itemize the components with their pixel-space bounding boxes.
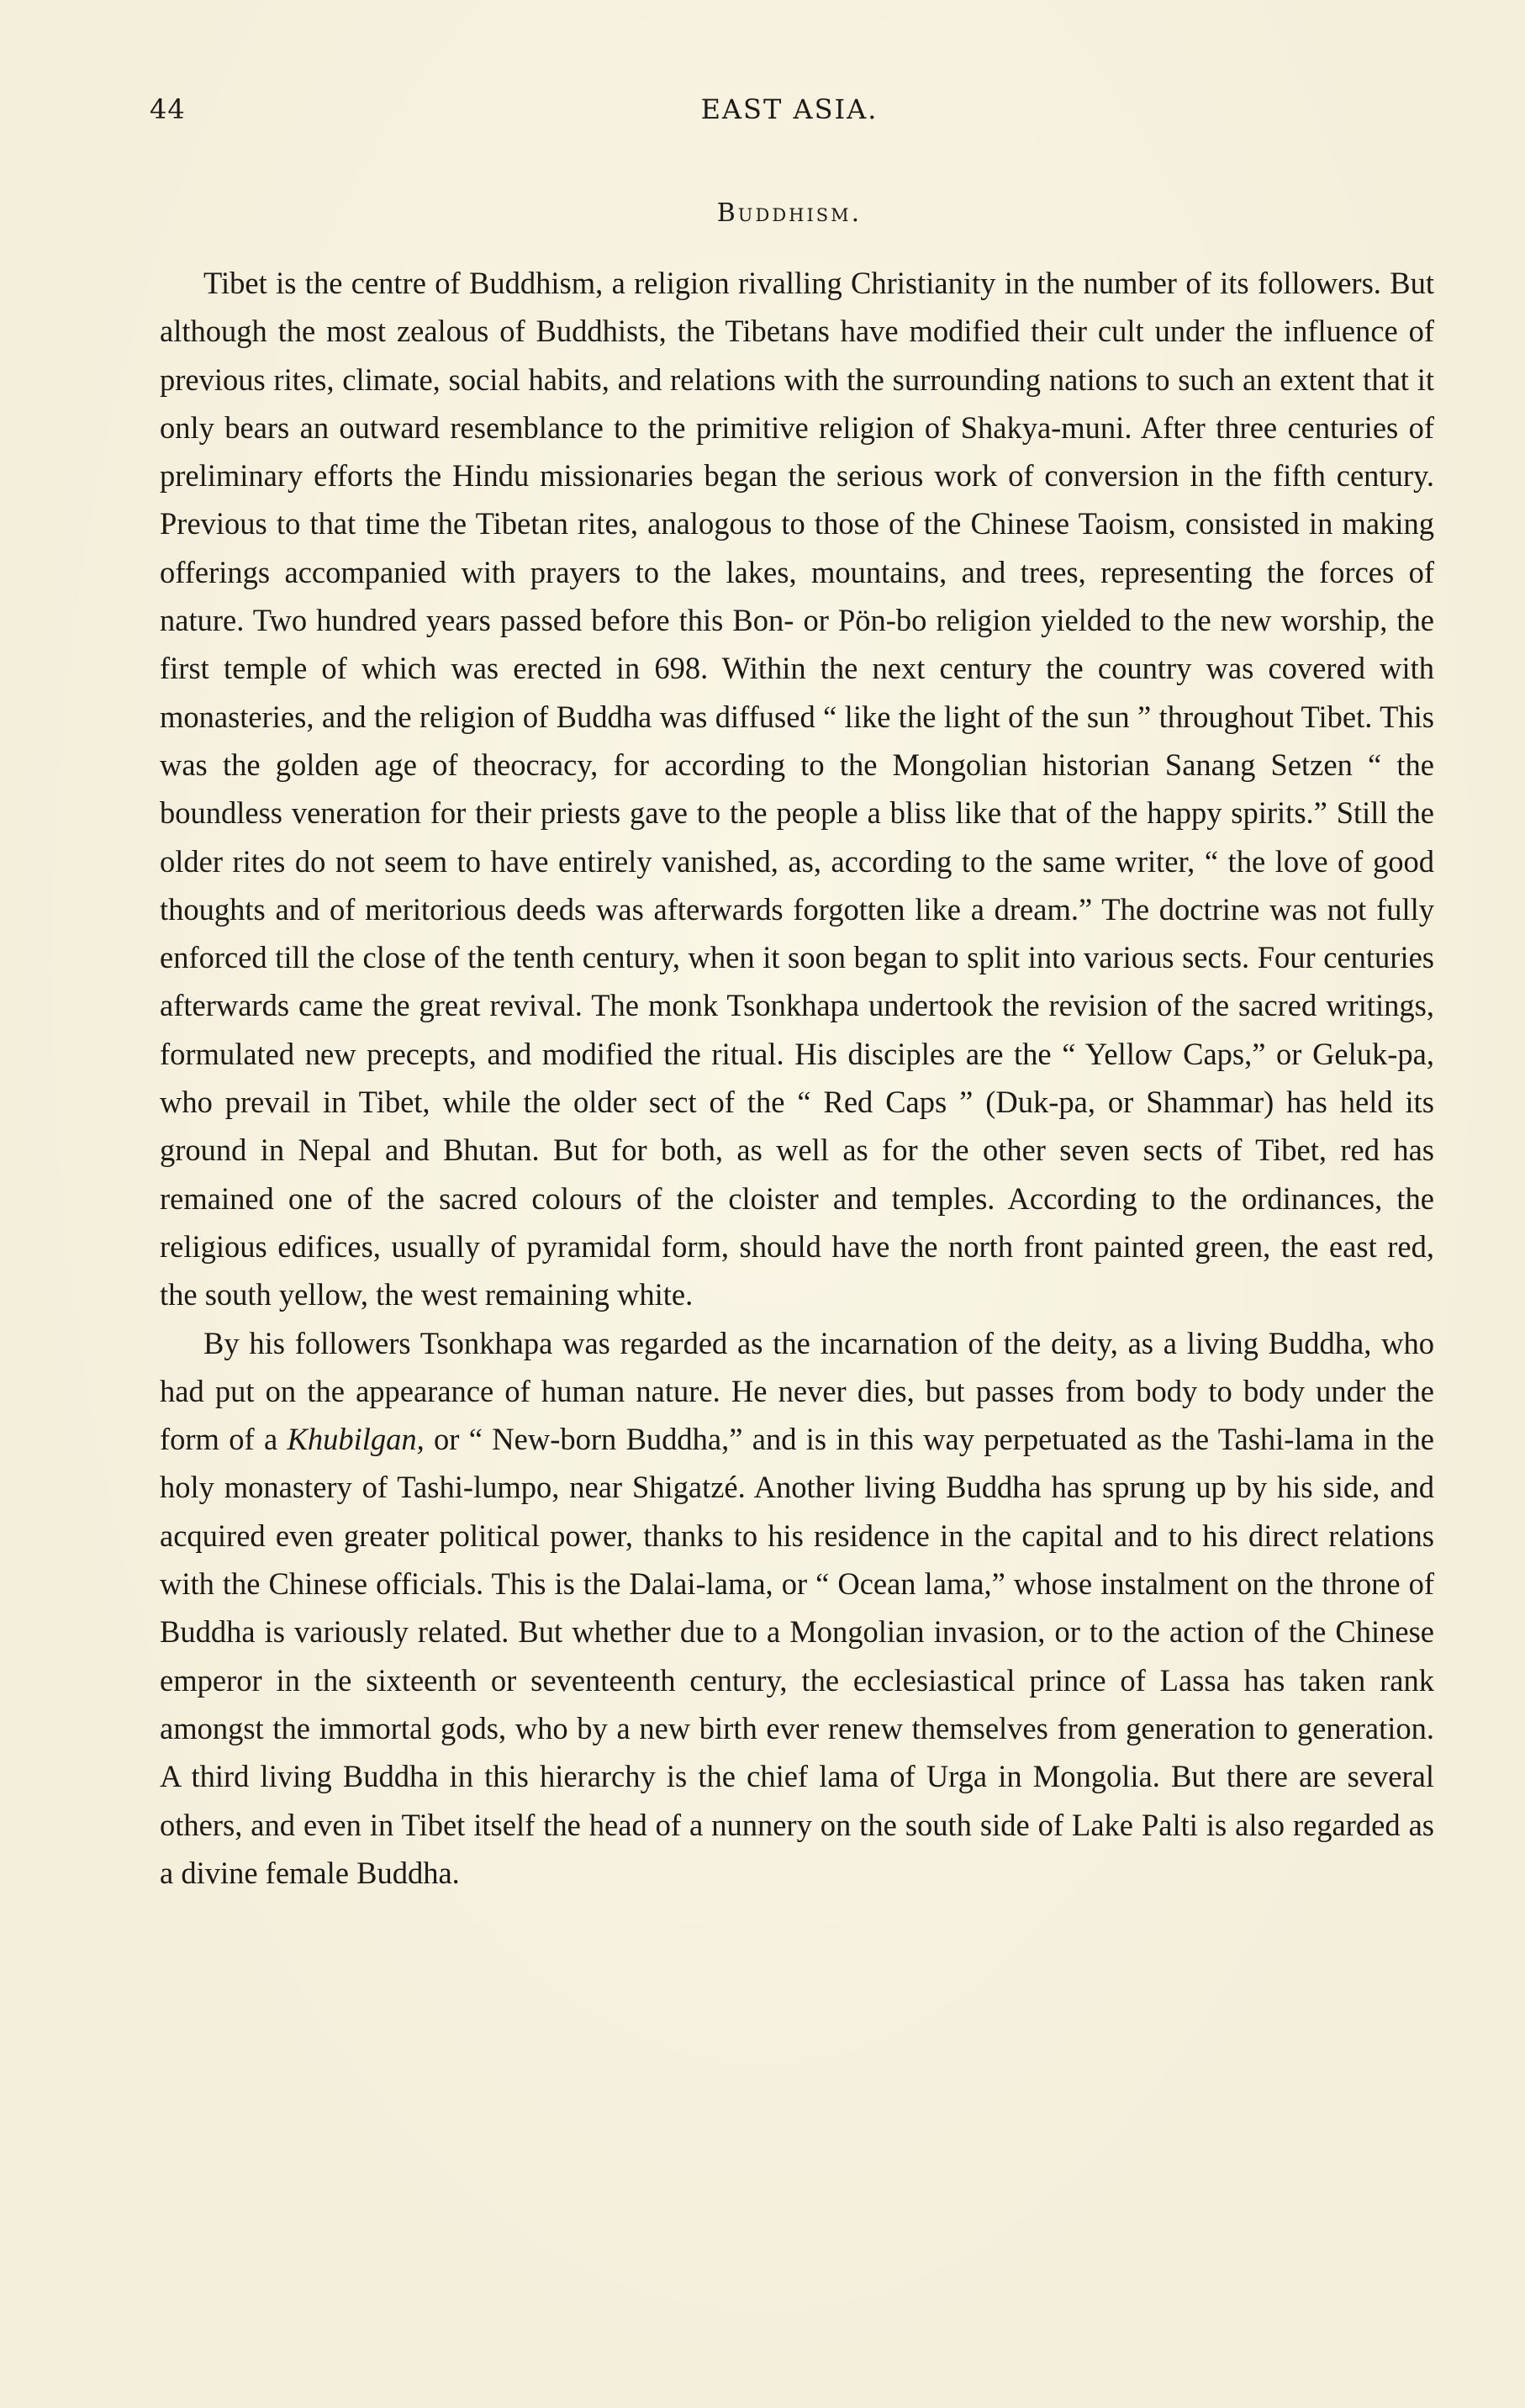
paragraph-2 [160,1319,1434,1898]
paragraph-2-text-before: By his followers Tsonkhapa was regarded as the incarnation of the deity, as a living Buddha, who had put on the appearance of human nature. He never dies, but passes from body to body under the form of a [160,1325,1434,1457]
running-head [150,91,1429,128]
running-title: EAST ASIA. [700,93,879,125]
italic-term-khubilgan: Khubilgan, [287,1422,425,1457]
page-number: 44 [150,93,186,125]
body-text [160,259,1434,1897]
paragraph-1: Tibet is the centre of Buddhism, a religion rivalling Christianity in the number of its followers. But although the most zealous of Buddhists, the Tibetans have modified their cult under the influence of previous rites, climate, social habits, and relations with the surrounding nations to such an extent that it only bears an outward resemblance to the primitive religion of Shakya-muni. After three centuries of preliminary efforts the Hindu missionaries began the serious work of conversion in the fifth century. Previous to that time the Tibetan rites, analogous to those of the Chinese Taoism, consisted in making offerings accompanied with prayers to the lakes, mountains, and trees, representing the forces of nature. Two hundred years passed before this Bon- or Pön-bo religion yielded to the new worship, the first temple of which was erected in 698. Within the next century the country was covered with monasteries, and the religion of Buddha was diffused “ like the light of the sun ” throughout Tibet. This was the golden age of theocracy, for according to the Mongolian historian Sanang Setzen “ the boundless veneration for their priests gave to the people a bliss like that of the happy spirits.” Still the older rites do not seem to have entirely vanished, as, according to the same writer, “ the love of good thoughts and of meritorious deeds was afterwards forgotten like a dream.” The doctrine was not fully enforced till the close of the tenth century, when it soon began to split into various sects. Four centuries afterwards came the great revival. The monk Tsonkhapa undertook the revision of the sacred writings, formulated new precepts, and modified the ritual. His disciples are the “ Yellow Caps,” or Geluk-pa, who prevail in Tibet, while the older sect of the “ Red Caps ” (Duk-pa, or Shammar) has held its ground in Nepal and Bhutan. But for both, as well as for the other seven sects of Tibet, red has remained one of the sacred colours of the cloister and temples. According to the ordinances, the religious edifices, usually of pyramidal form, should have the north front painted green, the east red, the south yellow, the west remaining white. [160,266,1434,1312]
section-heading: Buddhism. [716,198,863,228]
paragraph-2-text-after: or “ New-born Buddha,” and is in this way perpetuated as the Tashi-lama in the holy monastery of Tashi-lumpo, near Shigatzé. Another living Buddha has sprung up by his side, and acquired even greater political power, thanks to his residence in the capital and to his direct relations with the Chinese officials. This is the Dalai-lama, or “ Ocean lama,” whose instalment on the throne of Buddha is variously related. But whether due to a Mongolian invasion, or to the action of the Chinese emperor in the sixteenth or seventeenth century, the ecclesiastical prince of Lassa has taken rank amongst the immortal gods, who by a new birth ever renew themselves from generation to generation. A third living Buddha in this hierarchy is the chief lama of Urga in Mongolia. But there are several others, and even in Tibet itself the head of a nunnery on the south side of Lake Palti is also regarded as a divine female Buddha. [160,1422,1434,1890]
